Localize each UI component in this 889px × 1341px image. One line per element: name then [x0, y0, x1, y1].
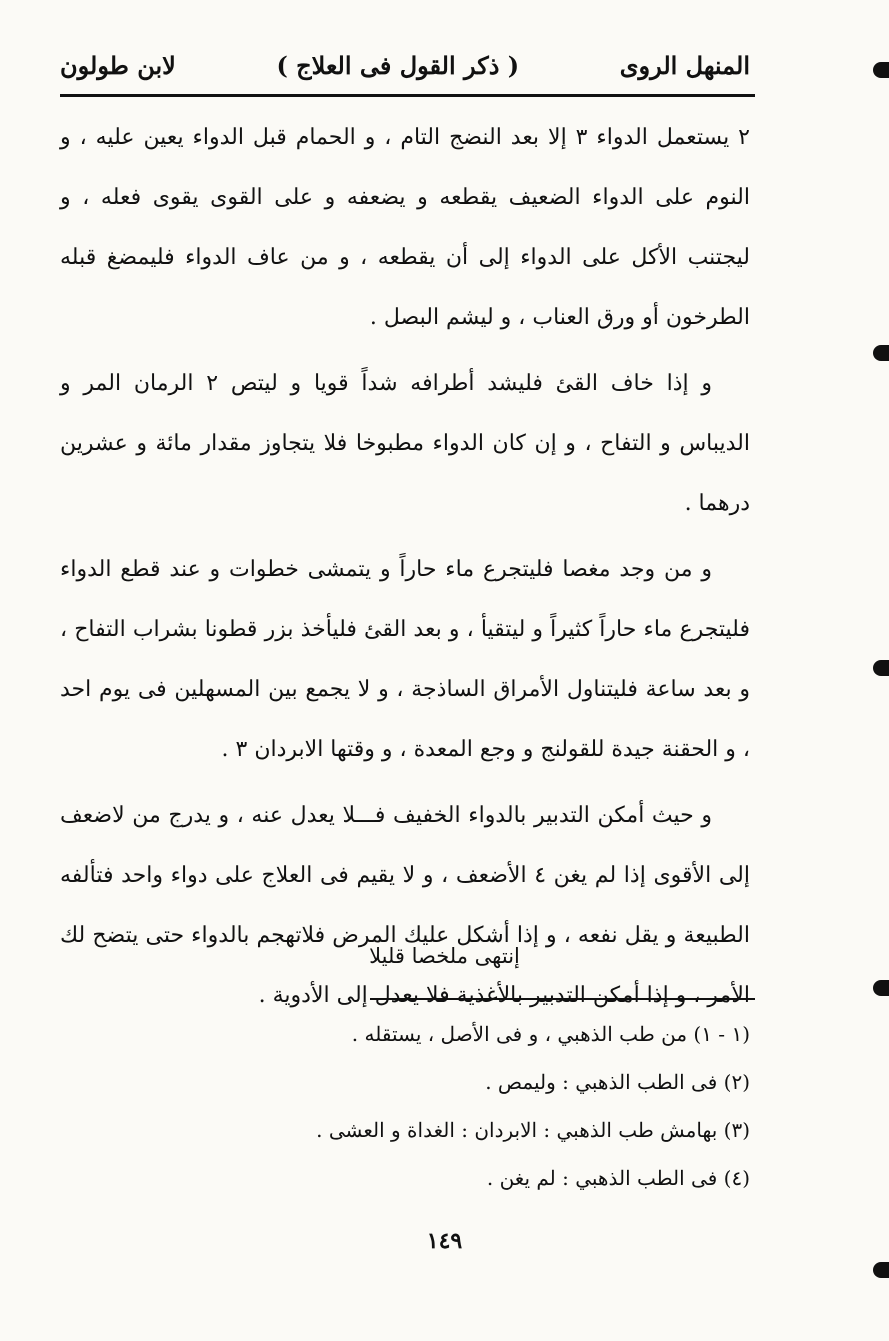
binding-hole-mark — [873, 660, 889, 676]
binding-hole-mark — [873, 62, 889, 78]
paragraph: ٢ يستعمل الدواء ٣ إلا بعد النضج التام ، و الحمام قبل الدواء يعين عليه ، و النوم على الدواء الضعيف يقطعه و يضعفه و على القوى يقوى فعله ، و ليجتنب الأكل على الدواء إلى أن يقطعه ، و من عاف الدواء فليمضغ قبله الطرخون أو ورق العناب ، و ليشم البصل . — [60, 125, 750, 330]
paragraph: و حيث أمكن التدبير بالدواء الخفيف فـــلا يعدل عنه ، و يدرج من لاضعف إلى الأقوى إذا لم يغن ٤ الأضعف ، و لا يقيم فى العلاج على دواء واحد فتألفه الطبيعة و يقل نفعه ، و إذا أشكل عليك المرض فلاتهجم بالدواء حتى يتضح لك الأمر ، و إذا أمكن التدبير بالأغذية فلا يعدل إلى الأدوية . — [60, 803, 751, 1008]
footnote: (١ - ١) من طب الذهبي ، و فى الأصل ، يستقله . — [351, 1022, 750, 1046]
footnote-rule — [370, 998, 755, 1000]
author-name: لابن طولون — [60, 50, 176, 80]
signoff-line: إنتهى ملخصا قليلا — [369, 944, 520, 968]
binding-hole-mark — [873, 345, 889, 361]
footnote: (٢) فى الطب الذهبي : وليمص . — [485, 1070, 750, 1094]
section-title: ( ذكر القول فى العلاج ) — [276, 50, 520, 80]
running-header — [60, 40, 750, 90]
paragraph: و إذا خاف القئ فليشد أطرافه شداً قويا و ليتص ٢ الرمان المر و الديباس و التفاح ، و إن كان الدواء مطبوخا فلا يتجاوز مقدار مائة و عشرين درهما . — [60, 371, 750, 516]
footnote: (٤) فى الطب الذهبي : لم يغن . — [486, 1166, 750, 1190]
main-text — [60, 108, 750, 1032]
footnote: (٣) بهامش طب الذهبي : الابردان : الغداة و العشى . — [316, 1118, 750, 1142]
paragraph: و من وجد مغصا فليتجرع ماء حاراً و يتمشى خطوات و عند قطع الدواء فليتجرع ماء حاراً كثيراً و ليتقيأ ، و بعد القئ فليأخذ بزر قطونا بشراب التفاح ، و بعد ساعة فليتناول الأمراق الساذجة ، و لا يجمع بين المسهلين فى يوم احد ، و الحقنة جيدة للقولنج و وجع المعدة ، و وقتها الابردان ٣ . — [60, 557, 750, 762]
binding-hole-mark — [873, 1262, 889, 1278]
header-rule — [60, 94, 755, 97]
binding-hole-mark — [873, 980, 889, 996]
footnotes — [300, 1010, 750, 1202]
book-title: المنهل الروى — [619, 50, 750, 80]
page-number: ١٤٩ — [426, 1228, 463, 1254]
